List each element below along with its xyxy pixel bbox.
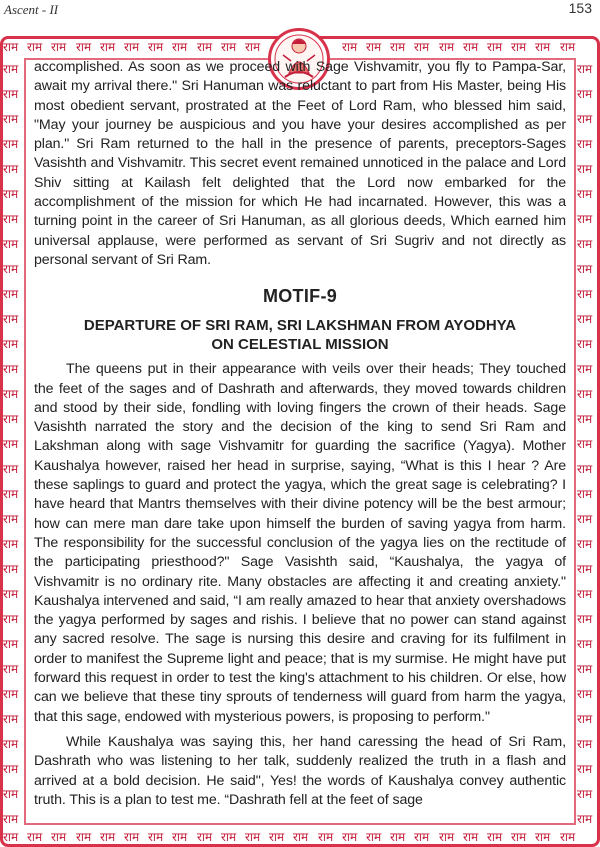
- border-glyph-left: राम: [3, 612, 19, 626]
- border-glyph-bottom: राम: [342, 830, 358, 844]
- border-glyph-left: राम: [3, 712, 19, 726]
- border-glyph-left: राम: [3, 237, 19, 251]
- border-glyph-right: राम: [577, 662, 593, 676]
- border-glyph-top: राम: [414, 40, 430, 54]
- border-glyph-bottom: राम: [124, 830, 140, 844]
- border-glyph-right: राम: [577, 312, 593, 326]
- border-glyph-bottom: राम: [51, 830, 67, 844]
- border-glyph-right: राम: [577, 62, 593, 76]
- border-glyph-left: राम: [3, 737, 19, 751]
- border-glyph-left: राम: [3, 787, 19, 801]
- border-glyph-bottom: राम: [172, 830, 188, 844]
- border-glyph-left: राम: [3, 162, 19, 176]
- section-subtitle-line-2: ON CELESTIAL MISSION: [211, 336, 389, 354]
- border-glyph-left: राम: [3, 112, 19, 126]
- page-number: 153: [568, 0, 592, 16]
- border-glyph-right: राम: [577, 687, 593, 701]
- border-glyph-left: राम: [3, 762, 19, 776]
- border-glyph-right: राम: [577, 187, 593, 201]
- border-glyph-top: राम: [51, 40, 67, 54]
- border-glyph-right: राम: [577, 712, 593, 726]
- border-glyph-right: राम: [577, 212, 593, 226]
- border-glyph-right: राम: [577, 162, 593, 176]
- border-glyph-left: राम: [3, 812, 19, 826]
- border-glyph-left: राम: [3, 587, 19, 601]
- border-glyph-top: राम: [124, 40, 140, 54]
- border-glyph-right: राम: [577, 112, 593, 126]
- border-glyph-bottom: राम: [463, 830, 479, 844]
- border-glyph-bottom: राम: [390, 830, 406, 844]
- border-glyph-right: राम: [577, 262, 593, 276]
- running-title: Ascent - II: [4, 2, 59, 17]
- section-heading: MOTIF-9: [262, 286, 338, 307]
- border-glyph-bottom: राम: [535, 830, 551, 844]
- border-glyph-left: राम: [3, 137, 19, 151]
- border-glyph-bottom: राम: [197, 830, 213, 844]
- border-glyph-top: राम: [390, 40, 406, 54]
- border-glyph-top: राम: [535, 40, 551, 54]
- border-glyph-top: राम: [3, 40, 19, 54]
- border-glyph-left: राम: [3, 512, 19, 526]
- border-glyph-left: राम: [3, 187, 19, 201]
- border-glyph-bottom: राम: [269, 830, 285, 844]
- border-glyph-left: राम: [3, 412, 19, 426]
- border-glyph-top: राम: [511, 40, 527, 54]
- border-glyph-top: राम: [100, 40, 116, 54]
- border-glyph-left: राम: [3, 362, 19, 376]
- border-glyph-top: राम: [245, 40, 261, 54]
- border-glyph-bottom: राम: [293, 830, 309, 844]
- border-glyph-bottom: राम: [100, 830, 116, 844]
- border-glyph-right: राम: [577, 812, 593, 826]
- paragraph-continued: accomplished. As soon as we proceed with Sage Vishvamitr, you fly to Pampa-Sar, await my arrival there." Sri Hanuman was reluctant to part from His Master, being His most obedient servant, prostrated at the Feet of Lord Ram, who blessed him said, "May your journey be auspicious and you have your desires accomplished as per plan." Sri Ram returned to the hall in the presence of parents, preceptors-Sages Vasishth and Vishvamitr. This secret event remained unnoticed in the palace and Lord Shiv sitting at Kailash felt delighted that the Lord now embarked for the accomplishment of the mission for which He had incarnated. However, this was a turning point in the career of Sri Hanuman, as all glorious deeds, Which earned him universal applause, were performed as servant of Sri Sugriv and not directly as personal servant of Sri Ram.: [34, 59, 566, 268]
- border-glyph-top: राम: [439, 40, 455, 54]
- border-glyph-top: राम: [27, 40, 43, 54]
- border-glyph-left: राम: [3, 87, 19, 101]
- border-glyph-right: राम: [577, 287, 593, 301]
- border-glyph-left: राम: [3, 562, 19, 576]
- border-glyph-right: राम: [577, 787, 593, 801]
- border-glyph-right: राम: [577, 337, 593, 351]
- border-glyph-left: राम: [3, 287, 19, 301]
- running-header: [0, 0, 600, 24]
- border-glyph-left: राम: [3, 637, 19, 651]
- border-glyph-left: राम: [3, 387, 19, 401]
- border-glyph-bottom: राम: [148, 830, 164, 844]
- border-glyph-left: राम: [3, 62, 19, 76]
- border-glyph-left: राम: [3, 437, 19, 451]
- border-glyph-right: राम: [577, 762, 593, 776]
- border-glyph-right: राम: [577, 512, 593, 526]
- border-glyph-right: राम: [577, 462, 593, 476]
- border-glyph-bottom: राम: [221, 830, 237, 844]
- border-glyph-left: राम: [3, 462, 19, 476]
- paragraph-kaushalya: While Kaushalya was saying this, her hand caressing the head of Sri Ram, Dashrath who was listening to her talk, suddenly realized the truth in a flash and arrived at a bold decision. He said", Yes! the words of Kaushalya convey authentic truth. This is a plan to test me. “Dashrath fell at the feet of sage: [34, 733, 566, 808]
- border-glyph-right: राम: [577, 487, 593, 501]
- border-glyph-bottom: राम: [27, 830, 43, 844]
- border-glyph-top: राम: [560, 40, 576, 54]
- border-glyph-top: राम: [76, 40, 92, 54]
- border-glyph-right: राम: [577, 237, 593, 251]
- border-glyph-bottom: राम: [3, 830, 19, 844]
- paragraph-queens: The queens put in their appearance with veils over their heads; They touched the feet of the sages and of Dashrath and afterwards, they moved towards children and stood by their side, fondling with loving fingers the crown of their heads. Sage Vasishth narrated the story and the decision of the king to send Sri Ram and Lakshman along with sage Vishvamitr for guarding the sacrifice (Yagya). Mother Kaushalya however, raised her head in surprise, saying, “What is this I hear ? Are these saplings to guard and protect the yagya, which the great sage is celebrating? I have heard that Mantrs themselves with their divine potency will be the best armour; how can mere man dare take upon himself the burden of saving yagya from harm. The responsibility for the successful conclusion of the yagya lies on the rectitude of the participating priesthood?" Sage Vasishth said, “Kaushalya, the yagya of Vishvamitr is no ordinary rite. Many obstacles are affecting it and creating anxiety." Kaushalya intervened and said, “I am really amazed to hear that anxiety overshadows the yagya performed by sages and rishis. I believe that no power can stand against any sacred resolve. The sage is nursing this desire and craving for its fulfilment in order to manifest the Supreme light and peace; that is my surmise. He might have put forward this request in order to test the king's attachment to his children. Or else, how can we believe that these tiny sprouts of tenderness will guard from harm the yagya, that this sage, endowed with mysterious powers, is proposing to perform.": [34, 361, 566, 725]
- border-glyph-left: राम: [3, 487, 19, 501]
- border-glyph-bottom: राम: [366, 830, 382, 844]
- border-glyph-top: राम: [487, 40, 503, 54]
- border-glyph-top: राम: [221, 40, 237, 54]
- section-subtitle: [34, 316, 566, 354]
- border-glyph-top: राम: [342, 40, 358, 54]
- border-glyph-right: राम: [577, 612, 593, 626]
- border-glyph-top: राम: [148, 40, 164, 54]
- border-glyph-right: राम: [577, 362, 593, 376]
- border-glyph-left: राम: [3, 212, 19, 226]
- border-glyph-bottom: राम: [414, 830, 430, 844]
- border-glyph-left: राम: [3, 262, 19, 276]
- border-glyph-bottom: राम: [511, 830, 527, 844]
- border-glyph-right: राम: [577, 737, 593, 751]
- border-glyph-top: राम: [366, 40, 382, 54]
- page-body: [34, 58, 566, 810]
- border-glyph-left: राम: [3, 537, 19, 551]
- border-glyph-bottom: राम: [439, 830, 455, 844]
- border-glyph-bottom: राम: [245, 830, 261, 844]
- border-glyph-right: राम: [577, 562, 593, 576]
- border-glyph-right: राम: [577, 137, 593, 151]
- border-glyph-left: राम: [3, 662, 19, 676]
- border-glyph-bottom: राम: [487, 830, 503, 844]
- border-glyph-top: राम: [197, 40, 213, 54]
- border-glyph-right: राम: [577, 87, 593, 101]
- border-glyph-left: राम: [3, 687, 19, 701]
- border-glyph-right: राम: [577, 387, 593, 401]
- border-glyph-right: राम: [577, 637, 593, 651]
- border-glyph-left: राम: [3, 312, 19, 326]
- border-glyph-left: राम: [3, 337, 19, 351]
- border-glyph-top: राम: [463, 40, 479, 54]
- border-glyph-right: राम: [577, 537, 593, 551]
- border-glyph-right: राम: [577, 437, 593, 451]
- border-glyph-bottom: राम: [76, 830, 92, 844]
- border-glyph-right: राम: [577, 412, 593, 426]
- border-glyph-right: राम: [577, 587, 593, 601]
- border-glyph-bottom: राम: [560, 830, 576, 844]
- border-glyph-bottom: राम: [318, 830, 334, 844]
- section-subtitle-line-1: DEPARTURE OF SRI RAM, SRI LAKSHMAN FROM AYODHYA: [83, 317, 517, 335]
- border-glyph-top: राम: [172, 40, 188, 54]
